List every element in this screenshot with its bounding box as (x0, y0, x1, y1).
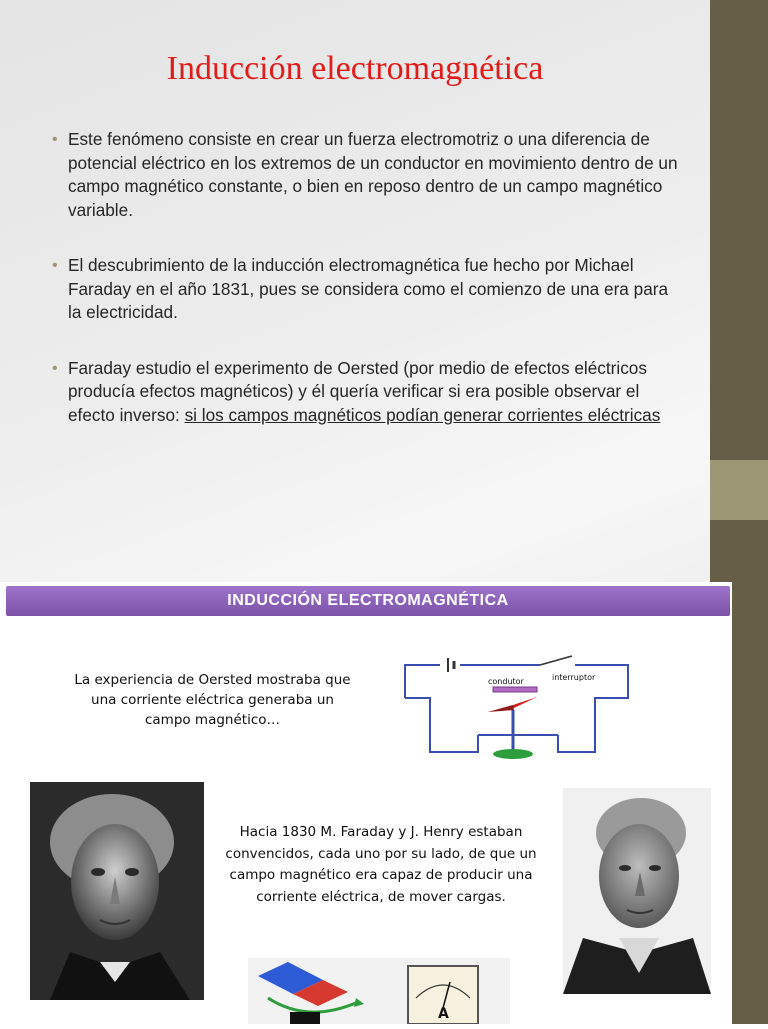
switch-label: interruptor (552, 673, 596, 682)
magnet-and-meter-illustration (248, 958, 510, 1024)
underlined-text: si los campos magnéticos podían generar corrientes eléctricas (184, 404, 661, 425)
side-bar-accent (710, 460, 768, 520)
conductor-label: condutor (488, 677, 524, 686)
faraday-portrait (30, 782, 204, 1000)
embedded-image-panel (0, 582, 732, 1024)
bullet-item (52, 128, 682, 222)
bullet-item (52, 357, 682, 428)
bullet-text: Este fenómeno consiste en crear un fuerza electromotriz o una diferencia de potencial eléctrico en los extremos de un conductor en movimiento dentro de un campo magnético constante, o bien en reposo dentro de un campo magnético variable. (68, 129, 678, 220)
circuit-diagram (400, 650, 635, 780)
bullet-text: El descubrimiento de la inducción electromagnética fue hecho por Michael Faraday en el año 1831, pues se considera como el comienzo de una era para la electricidad. (68, 255, 669, 322)
panel-header: INDUCCIÓN ELECTROMAGNÉTICA (6, 586, 730, 616)
bullet-text: Faraday estudio el experimento de Oersted (por medio de efectos eléctricos producía efectos magnéticos) y él quería verificar si era posible observar el efecto inverso: (68, 357, 647, 425)
henry-portrait (563, 788, 711, 994)
bullet-list (52, 128, 682, 459)
bullet-item (52, 254, 682, 325)
faraday-henry-text: Hacia 1830 M. Faraday y J. Henry estaban convencidos, cada uno por su lado, de que un campo magnético era capaz de producir una corriente eléctrica, de mover cargas. (225, 824, 537, 905)
meter-label: A (438, 1006, 449, 1022)
oersted-text: La experiencia de Oersted mostraba que una corriente eléctrica generaba un campo magnético… (74, 672, 351, 728)
slide-title: Inducción electromagnética (166, 50, 544, 87)
